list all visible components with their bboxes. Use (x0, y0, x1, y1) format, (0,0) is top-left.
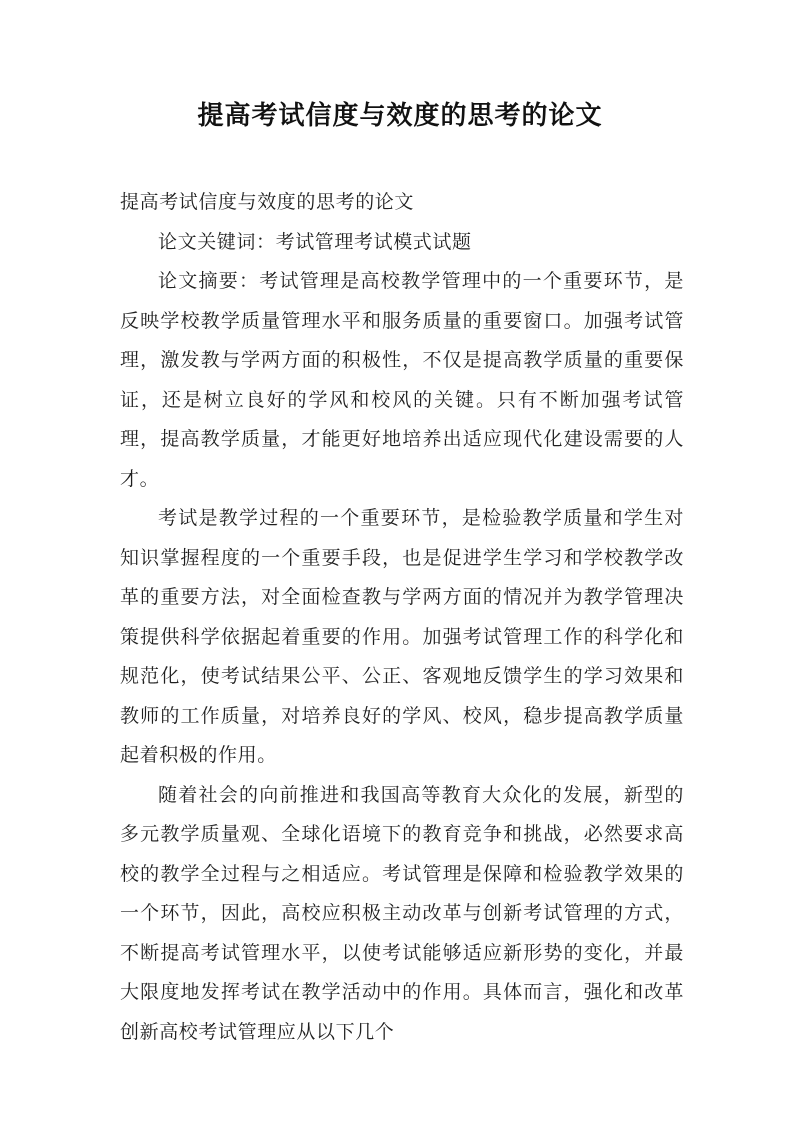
paragraph-body: 考试是教学过程的一个重要环节，是检验教学质量和学生对知识掌握程度的一个重要手段，也是促进学生学习和学校教学改革的重要方法，对全面检查教与学两方面的情况并为教学管理决策提供科学依据起着重要的作用。加强考试管理工作的科学化和规范化，使考试结果公平、公正、客观地反馈学生的学习效果和教师的工作质量，对培养良好的学风、校风，稳步提高教学质量起着积极的作用。 (120, 507, 684, 766)
paragraph-keywords: 论文关键词：考试管理考试模式试题 (158, 230, 472, 253)
paragraph-heading: 提高考试信度与效度的思考的论文 (120, 191, 415, 213)
document-body (120, 183, 684, 1052)
paragraph-abstract: 论文摘要：考试管理是高校教学管理中的一个重要环节，是反映学校教学质量管理水平和服务质量的重要窗口。加强考试管理，激发教与学两方面的积极性，不仅是提高教学质量的重要保证，还是树立良好的学风和校风的关键。只有不断加强考试管理，提高教学质量，才能更好地培养出适应现代化建设需要的人才。 (120, 270, 684, 490)
paragraph-body: 随着社会的向前推进和我国高等教育大众化的发展，新型的多元教学质量观、全球化语境下的教育竞争和挑战，必然要求高校的教学全过程与之相适应。考试管理是保障和检验教学效果的一个环节，因此，高校应积极主动改革与创新考试管理的方式，不断提高考试管理水平，以使考试能够适应新形势的变化，并最大限度地发挥考试在教学活动中的作用。具体而言，强化和改革创新高校考试管理应从以下几个 (120, 783, 684, 1043)
document-title: 提高考试信度与效度的思考的论文 (197, 101, 603, 131)
